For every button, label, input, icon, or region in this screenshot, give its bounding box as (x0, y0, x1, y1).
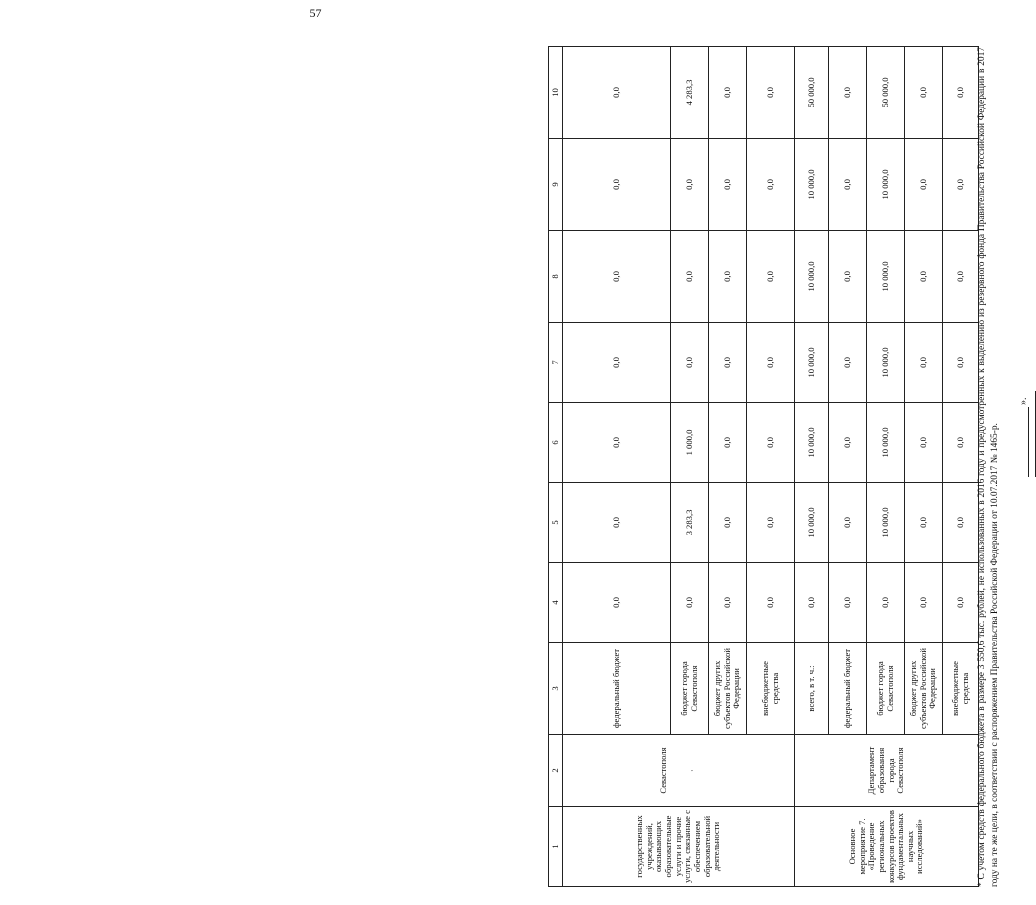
source-cell: бюджет города Севастополя (867, 643, 905, 735)
value-cell: 0,0 (709, 323, 747, 403)
source-cell: бюджет других субъектов Российской Федерации (709, 643, 747, 735)
column-number-row (549, 47, 563, 887)
source-cell: федеральный бюджет (563, 643, 671, 735)
value-cell: 0,0 (905, 139, 943, 231)
signature-line (1028, 407, 1029, 477)
value-cell: 10 000,0 (867, 403, 905, 483)
value-cell: 0,0 (747, 563, 795, 643)
value-cell: 0,0 (905, 483, 943, 563)
value-cell: 10 000,0 (795, 139, 829, 231)
executor-text: Севастополя (658, 747, 669, 794)
value-cell: 0,0 (671, 323, 709, 403)
value-cell: 0,0 (829, 139, 867, 231)
value-cell: 0,0 (905, 403, 943, 483)
value-cell: 0,0 (943, 563, 979, 643)
value-cell: 0,0 (867, 563, 905, 643)
table-row (795, 47, 829, 887)
value-cell: 0,0 (829, 47, 867, 139)
value-cell: 0,0 (795, 563, 829, 643)
col-header: 1 (549, 807, 563, 887)
value-cell: 0,0 (747, 403, 795, 483)
closing-mark (1018, 398, 1029, 478)
source-cell: федеральный бюджет (829, 643, 867, 735)
col-header: 7 (549, 323, 563, 403)
col-header: 10 (549, 47, 563, 139)
col-header: 6 (549, 403, 563, 483)
value-cell: 0,0 (905, 563, 943, 643)
value-cell: 1 000,0 (671, 403, 709, 483)
source-cell: внебюджетные средства (747, 643, 795, 735)
col-header: 9 (549, 139, 563, 231)
value-cell: 0,0 (563, 139, 671, 231)
value-cell: 0,0 (829, 483, 867, 563)
value-cell: 0,0 (671, 563, 709, 643)
value-cell: 0,0 (563, 563, 671, 643)
value-cell: 0,0 (829, 563, 867, 643)
value-cell: 0,0 (943, 139, 979, 231)
table-row (563, 47, 671, 887)
value-cell: 0,0 (747, 323, 795, 403)
value-cell: 0,0 (747, 139, 795, 231)
value-cell: 0,0 (943, 47, 979, 139)
footnote: * С учетом средств федерального бюджета в размере 3 550,6 тыс. рублей, не использованных в 2016 году и предусмотренных к выделению из резервного фонда Правительства Российской Федерации в 2017 году на те же цели, в соответствии с распоряжением Правительства Российской Федерации от 10.07.2017 № 1465-р. (977, 47, 1000, 887)
value-cell: 0,0 (709, 231, 747, 323)
dot-mark: · (687, 769, 698, 772)
value-cell: 3 283,3 (671, 483, 709, 563)
value-cell: 0,0 (671, 139, 709, 231)
closing-quote: ». (1018, 397, 1029, 405)
value-cell: 10 000,0 (867, 139, 905, 231)
value-cell: 50 000,0 (795, 47, 829, 139)
col-header: 2 (549, 735, 563, 807)
value-cell: 0,0 (905, 231, 943, 323)
value-cell: 0,0 (563, 323, 671, 403)
value-cell: 10 000,0 (795, 323, 829, 403)
executor-cell: Департамент образования города Севастополя (795, 735, 979, 807)
source-cell: бюджет города Севастополя (671, 643, 709, 735)
value-cell: 0,0 (747, 47, 795, 139)
page-number: 57 (309, 6, 322, 20)
value-cell: 10 000,0 (867, 231, 905, 323)
value-cell: 10 000,0 (795, 483, 829, 563)
value-cell: 0,0 (943, 483, 979, 563)
value-cell: 10 000,0 (867, 483, 905, 563)
col-header: 8 (549, 231, 563, 323)
measure-cell: государственных учреждений, оказывающих образовательные услуги и прочие услуги, связанные с обеспечением образовательной деятельности (563, 807, 795, 887)
col-header: 5 (549, 483, 563, 563)
value-cell: 10 000,0 (867, 323, 905, 403)
col-header: 3 (549, 643, 563, 735)
value-cell: 50 000,0 (867, 47, 905, 139)
value-cell: 4 283,3 (671, 47, 709, 139)
value-cell: 0,0 (709, 47, 747, 139)
value-cell: 0,0 (709, 483, 747, 563)
value-cell: 0,0 (747, 231, 795, 323)
col-header: 4 (549, 563, 563, 643)
value-cell: 0,0 (709, 563, 747, 643)
value-cell: 0,0 (563, 403, 671, 483)
source-cell: всего, в т. ч.: (795, 643, 829, 735)
executor-cell (563, 735, 795, 807)
source-cell: бюджет других субъектов Российской Федерации (905, 643, 943, 735)
measure-cell: Основное мероприятие 7. «Проведение региональных конкурсов проектов фундаментальных научных исследований» (795, 807, 979, 887)
value-cell: 0,0 (943, 403, 979, 483)
value-cell: 10 000,0 (795, 231, 829, 323)
value-cell: 0,0 (709, 139, 747, 231)
value-cell: 0,0 (829, 403, 867, 483)
value-cell: 0,0 (905, 47, 943, 139)
value-cell: 0,0 (563, 47, 671, 139)
value-cell: 10 000,0 (795, 403, 829, 483)
source-cell: внебюджетные средства (943, 643, 979, 735)
value-cell: 0,0 (747, 483, 795, 563)
budget-table (548, 46, 979, 887)
value-cell: 0,0 (943, 231, 979, 323)
value-cell: 0,0 (563, 231, 671, 323)
rotated-page-content (548, 47, 1029, 887)
value-cell: 0,0 (709, 403, 747, 483)
value-cell: 0,0 (943, 323, 979, 403)
value-cell: 0,0 (829, 231, 867, 323)
value-cell: 0,0 (829, 323, 867, 403)
value-cell: 0,0 (671, 231, 709, 323)
value-cell: 0,0 (563, 483, 671, 563)
value-cell: 0,0 (905, 323, 943, 403)
